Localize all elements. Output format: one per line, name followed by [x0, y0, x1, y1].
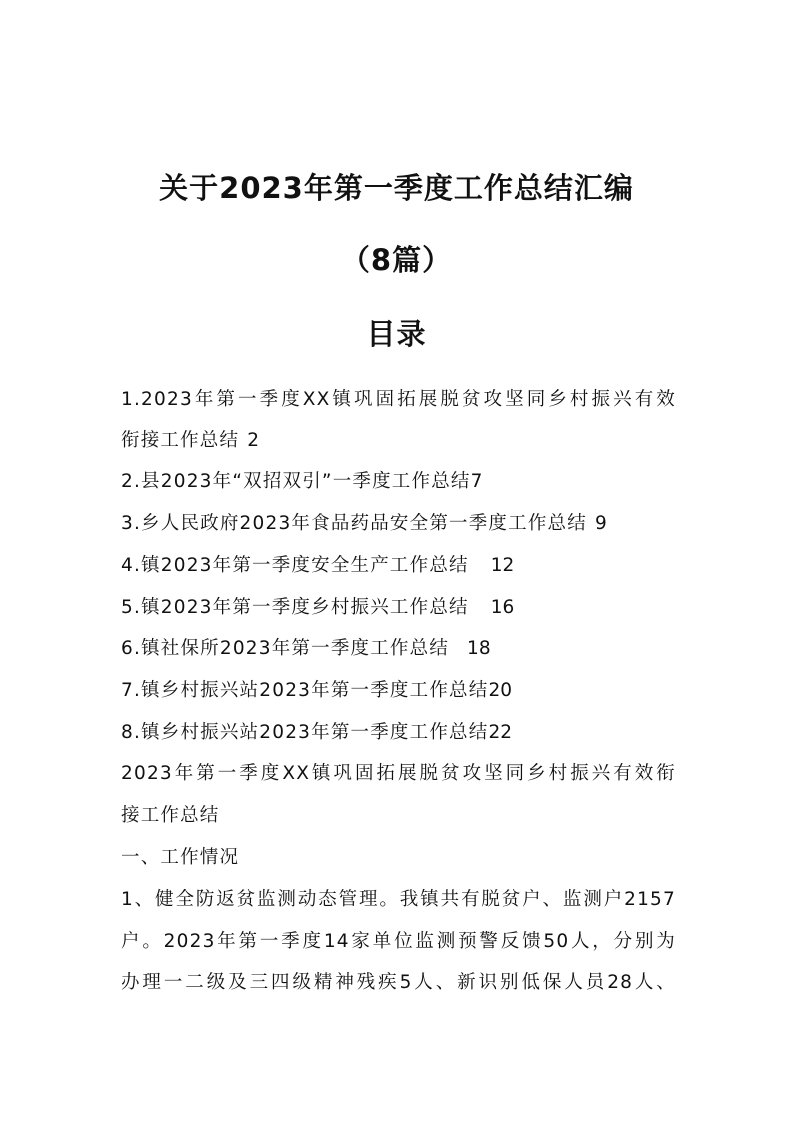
- paragraph-line-3: 办理一二级及三四级精神残疾5人、新识别低保人员28人、: [121, 972, 676, 993]
- paragraph-line-2: 户。2023年第一季度14家单位监测预警反馈50人，分别为: [121, 931, 676, 952]
- toc-entry-3: 3.乡人民政府2023年食品药品安全第一季度工作总结 9: [121, 513, 607, 534]
- article-title-line-2: 接工作总结: [121, 805, 220, 826]
- toc-page-number: 22: [488, 722, 512, 743]
- toc-entry-5: 5.镇2023年第一季度乡村振兴工作总结 16: [121, 597, 515, 618]
- toc-page-number: 20: [488, 680, 512, 701]
- paragraph-line-1: 1、健全防返贫监测动态管理。我镇共有脱贫户、监测户2157: [121, 889, 676, 910]
- document-title: 关于2023年第一季度工作总结汇编: [159, 171, 634, 205]
- toc-page-number: 7: [470, 471, 483, 492]
- toc-entry-1-line-1: 1.2023年第一季度XX镇巩固拓展脱贫攻坚同乡村振兴有效: [121, 389, 676, 410]
- toc-entry-4: 4.镇2023年第一季度安全生产工作总结 12: [121, 555, 515, 576]
- toc-entry-7: 7.镇乡村振兴站2023年第一季度工作总结20: [121, 680, 512, 701]
- toc-heading: 目录: [366, 317, 427, 351]
- article-title-line-1: 2023年第一季度XX镇巩固拓展脱贫攻坚同乡村振兴有效衔: [121, 763, 676, 784]
- section-heading: 一、工作情况: [121, 847, 240, 868]
- toc-entry-2: 2.县2023年“双招双引”一季度工作总结7: [121, 471, 483, 492]
- toc-page-number: 12: [490, 555, 515, 576]
- toc-entry-8: 8.镇乡村振兴站2023年第一季度工作总结22: [121, 722, 512, 743]
- toc-page-number: 18: [467, 638, 491, 659]
- toc-entry-1-line-2: 衔接工作总结 2: [121, 430, 259, 451]
- toc-page-number: 9: [594, 513, 607, 534]
- toc-page-number: 2: [247, 430, 259, 451]
- document-subtitle: （8篇）: [340, 243, 453, 277]
- toc-entry-6: 6.镇社保所2023年第一季度工作总结 18: [121, 638, 491, 659]
- toc-page-number: 16: [490, 597, 515, 618]
